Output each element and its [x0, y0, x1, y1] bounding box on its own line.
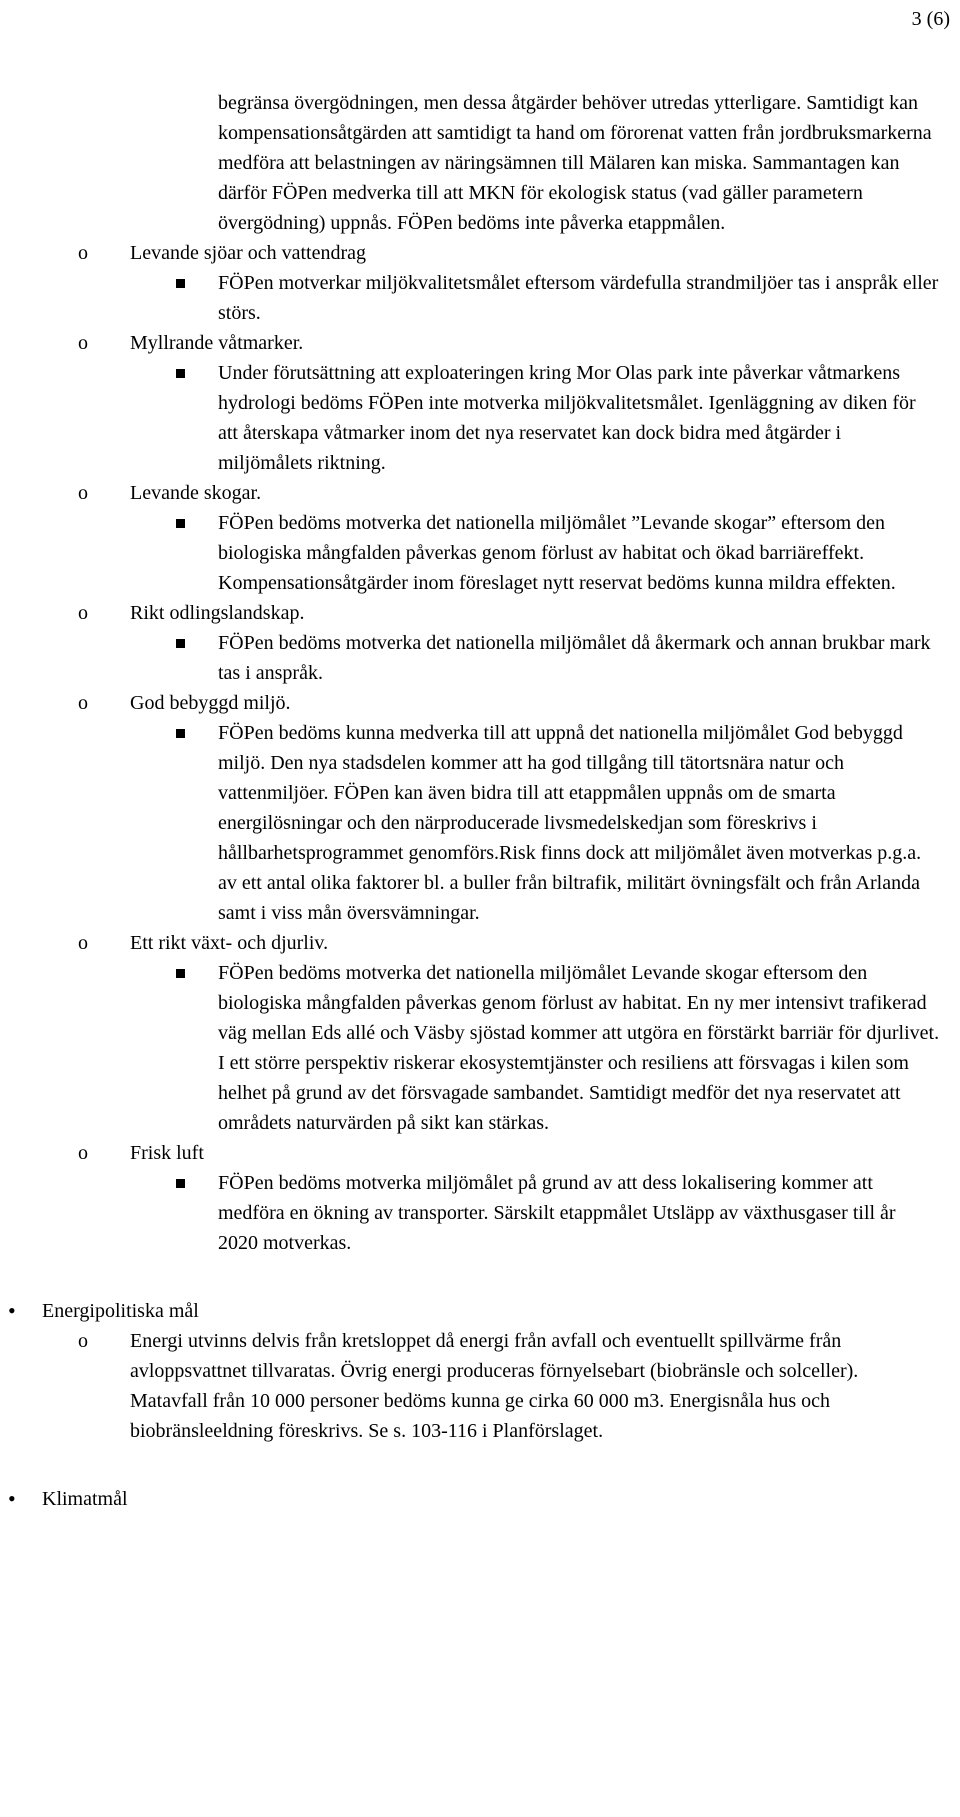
square-bullet-icon [176, 519, 185, 528]
goal-title: Ett rikt växt- och djurliv. [130, 932, 329, 954]
goal-description [0, 268, 960, 328]
goal-item [0, 478, 960, 508]
goal-description [0, 358, 960, 478]
goal-text: FÖPen bedöms kunna medverka till att uppnå det nationella miljömålet God bebyggd miljö. Den nya stadsdelen kommer att ha god tillgång till tätortsnära natur och vattenmiljöer. FÖPen kan även bidra till att etappmålen uppnås om de smarta energilösningar och den närproducerade livsmedelskedjan som föreskrivs i hållbarhetsprogrammet genomförs.Risk finns dock att miljömålet även motverkas p.g.a. av ett antal olika faktorer bl. a buller från biltrafik, militärt övningsfält och från Arlanda samt i viss mån översvämningar. [218, 722, 922, 924]
goal-item [0, 328, 960, 358]
circle-bullet-icon: o [78, 602, 88, 624]
goal-item [0, 238, 960, 268]
circle-bullet-icon: o [78, 692, 88, 714]
square-bullet-icon [176, 639, 185, 648]
disc-bullet-icon: • [8, 1486, 16, 1511]
environmental-goals-list [0, 238, 960, 1258]
goal-text: FÖPen bedöms motverka det nationella miljömålet ”Levande skogar” eftersom den biologiska mångfalden påverkas genom förlust av habitat och ökad barriäreffekt. Kompensationsåtgärder inom föreslaget nytt reservat bedöms kunna mildra effekten. [218, 512, 896, 594]
square-bullet-icon [176, 1179, 185, 1188]
goal-title: Levande skogar. [130, 482, 262, 504]
energy-title: Energipolitiska mål [42, 1300, 199, 1322]
circle-bullet-icon: o [78, 242, 88, 264]
goal-item [0, 1138, 960, 1168]
goal-description [0, 628, 960, 688]
intro-paragraph: begränsa övergödningen, men dessa åtgärder behöver utredas ytterligare. Samtidigt kan kompensationsåtgärden att samtidigt ta hand om förorenat vatten från jordbruksmarkerna medföra att belastningen av näringsämnen till Mälaren kan miska. Sammantagen kan därför FÖPen medverka till att MKN för ekologisk status (vad gäller parametern övergödning) uppnås. FÖPen bedöms inte påverka etappmålen. [218, 92, 932, 234]
goal-description [0, 718, 960, 928]
goal-text: FÖPen bedöms motverka det nationella miljömålet Levande skogar eftersom den biologiska mångfalden påverkas genom förlust av habitat. En ny mer intensivt trafikerad väg mellan Eds allé och Väsby sjöstad kommer att utgöra en förstärkt barriär för djurlivet. I ett större perspektiv riskerar ekosystemtjänster och resiliens att försvagas i kilen som helhet på grund av det försvagade sambandet. Samtidigt medför det nya reservatet att områdets naturvärden på sikt kan stärkas. [218, 962, 940, 1134]
disc-bullet-icon: • [8, 1298, 16, 1323]
circle-bullet-icon: o [78, 932, 88, 954]
climate-title: Klimatmål [42, 1488, 128, 1510]
square-bullet-icon [176, 369, 185, 378]
energy-section-heading [0, 1296, 960, 1326]
energy-text: Energi utvinns delvis från kretsloppet då energi från avfall och eventuellt spillvärme från avloppsvattnet tillvaratas. Övrig energi produceras förnyelsebart (biobränsle och solceller). Matavfall från 10 000 personer bedöms kunna ge cirka 60 000 m3. Energisnåla hus och biobränsleeldning föreskrivs. Se s. 103-116 i Planförslaget. [130, 1330, 859, 1442]
goal-description [0, 1168, 960, 1258]
goal-title: Frisk luft [130, 1142, 204, 1164]
goal-text: Under förutsättning att exploateringen kring Mor Olas park inte påverkar våtmarkens hydrologi bedöms FÖPen inte motverka miljökvalitetsmålet. Igenläggning av diken för att återskapa våtmarker inom det nya reservatet kan dock bidra med åtgärder i miljömålets riktning. [218, 362, 916, 474]
square-bullet-icon [176, 729, 185, 738]
goal-title: Levande sjöar och vattendrag [130, 242, 367, 264]
goal-description [0, 958, 960, 1138]
page-number: 3 (6) [911, 8, 950, 30]
goal-item [0, 928, 960, 958]
goal-item [0, 688, 960, 718]
energy-description [0, 1326, 960, 1446]
document-body [0, 88, 960, 1514]
circle-bullet-icon: o [78, 1142, 88, 1164]
goal-title: God bebyggd miljö. [130, 692, 291, 714]
climate-section-heading [0, 1484, 960, 1514]
circle-bullet-icon: o [78, 332, 88, 354]
goal-text: FÖPen motverkar miljökvalitetsmålet eftersom värdefulla strandmiljöer tas i anspråk eller störs. [218, 272, 939, 324]
square-bullet-icon [176, 279, 185, 288]
square-bullet-icon [176, 969, 185, 978]
circle-bullet-icon: o [78, 1330, 88, 1352]
goal-text: FÖPen bedöms motverka miljömålet på grund av att dess lokalisering kommer att medföra en ökning av transporter. Särskilt etappmålet Utsläpp av växthusgaser till år 2020 motverkas. [218, 1172, 896, 1254]
circle-bullet-icon: o [78, 482, 88, 504]
goal-description [0, 508, 960, 598]
goal-text: FÖPen bedöms motverka det nationella miljömålet då åkermark och annan brukbar mark tas i anspråk. [218, 632, 931, 684]
goal-item [0, 598, 960, 628]
goal-title: Rikt odlingslandskap. [130, 602, 305, 624]
goal-title: Myllrande våtmarker. [130, 332, 304, 354]
